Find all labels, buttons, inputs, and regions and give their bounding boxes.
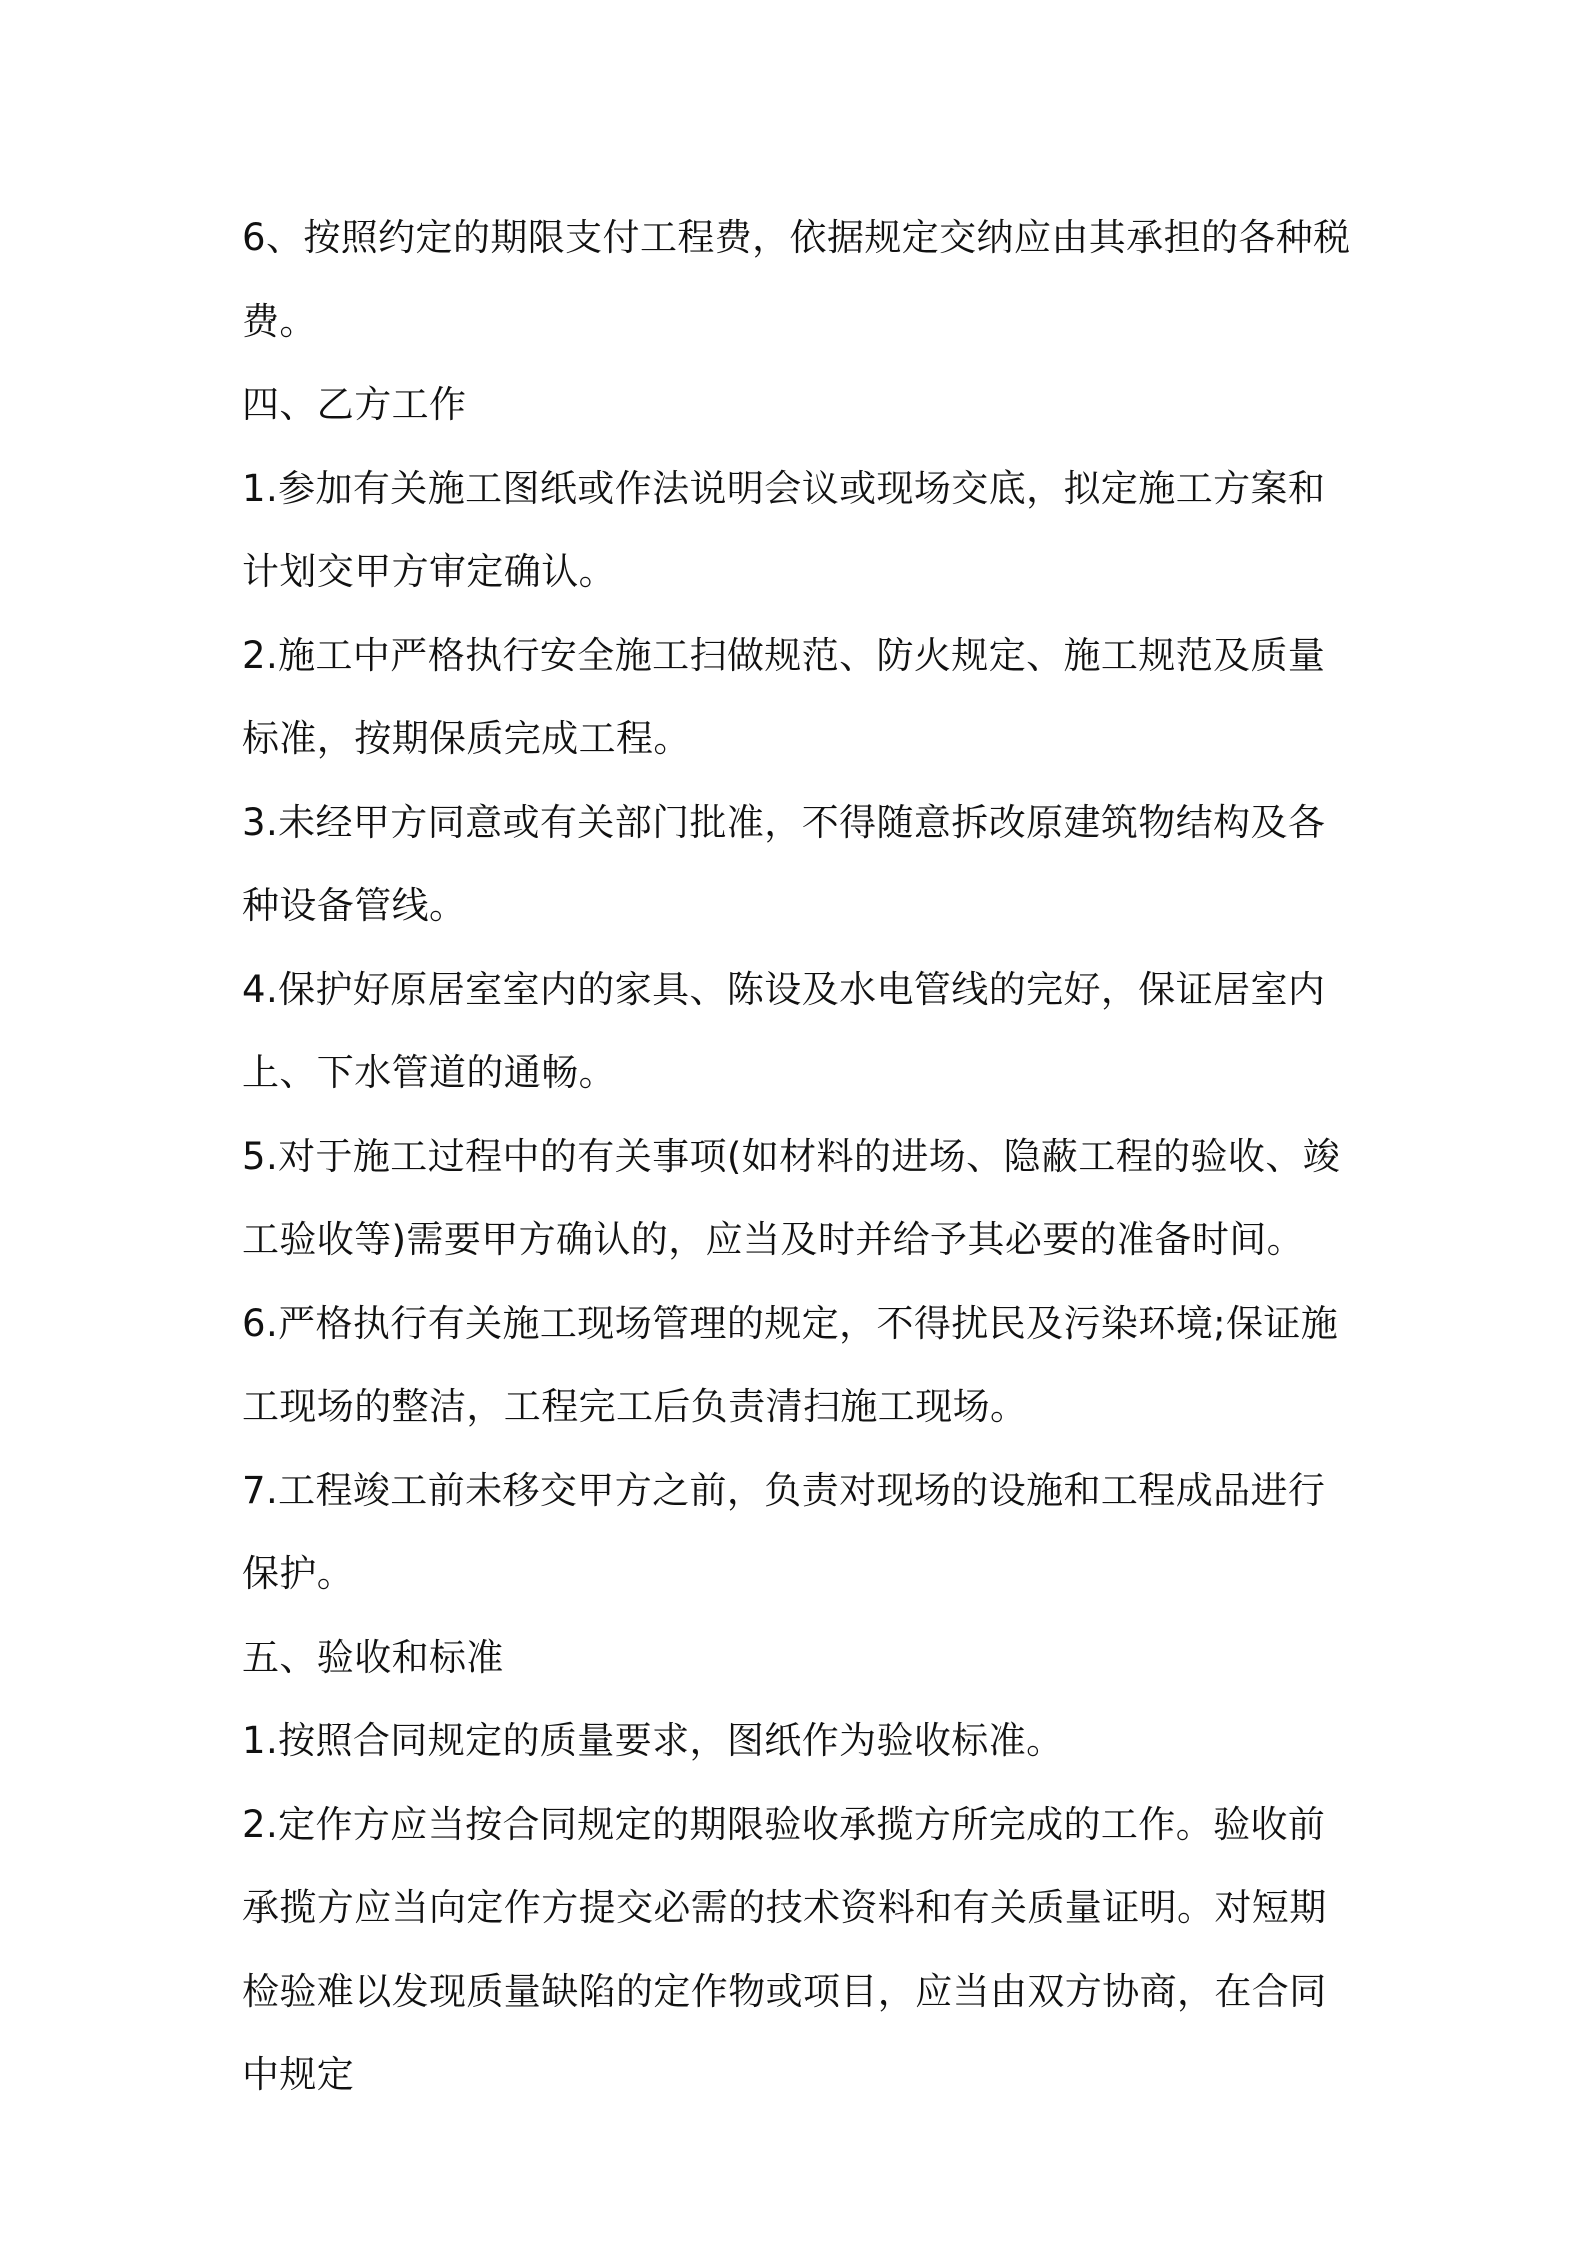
clause-b7-protection-before-handover: 7.工程竣工前未移交甲方之前，负责对现场的设施和工程成品进行保护。 — [242, 1468, 1326, 1595]
section-heading-acceptance-standards: 五、验收和标准 — [242, 1635, 504, 1679]
clause-c2-acceptance-procedure: 2.定作方应当按合同规定的期限验收承揽方所完成的工作。验收前承揽方应当向定作方提交必需的技术资料和有关质量证明。对短期检验难以发现质量缺陷的定作物或项目，应当由双方协商，在合同中规定 — [242, 1802, 1327, 2096]
clause-a6-tax-payment: 6、按照约定的期限支付工程费，依据规定交纳应由其承担的各种税费。 — [242, 216, 1351, 343]
clause-b4-furniture-protection: 4.保护好原居室室内的家具、陈设及水电管线的完好，保证居室内上、下水管道的通畅。 — [242, 967, 1326, 1094]
clause-c1-quality-requirements: 1.按照合同规定的质量要求，图纸作为验收标准。 — [242, 1719, 1064, 1762]
clause-b6-site-management: 6.严格执行有关施工现场管理的规定，不得扰民及污染环境;保证施工现场的整洁，工程完工后负责清扫施工现场。 — [242, 1301, 1339, 1428]
clause-b1-plan-confirmation: 1.参加有关施工图纸或作法说明会议或现场交底，拟定施工方案和计划交甲方审定确认。 — [242, 466, 1326, 593]
section-heading-party-b-work: 四、乙方工作 — [242, 383, 467, 426]
clause-b2-safety-standards: 2.施工中严格执行安全施工扫做规范、防火规定、施工规范及质量标准，按期保质完成工程。 — [242, 633, 1326, 760]
clause-b5-confirmation-items: 5.对于施工过程中的有关事项(如材料的进场、隐蔽工程的验收、竣工验收等)需要甲方确认的，应当及时并给予其必要的准备时间。 — [242, 1134, 1341, 1261]
document-body — [242, 196, 1357, 2117]
clause-b3-structure-protection: 3.未经甲方同意或有关部门批准，不得随意拆改原建筑物结构及各种设备管线。 — [242, 800, 1326, 927]
